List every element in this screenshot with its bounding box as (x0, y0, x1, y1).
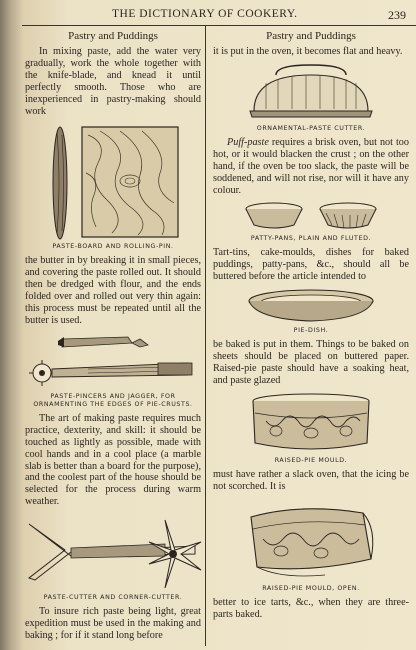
running-title: THE DICTIONARY OF COOKERY. (112, 8, 298, 20)
paste-pincers-icon (58, 337, 148, 347)
left-paragraph-3: The art of making paste requires much practice, dexterity, and skill: it should be touched as lightly as possible, made with cool hands and in a cool place (a marble slab is better than a board for the purpose), and the coolest part of the house should be selected for the process during warm weather. (25, 412, 201, 508)
right-caption-3: PIE-DISH. (293, 327, 329, 335)
right-caption-5: RAISED-PIE MOULD, OPEN. (262, 584, 360, 592)
paste-board-icon (82, 127, 178, 237)
pastry-jagger-icon (29, 360, 192, 386)
right-paragraph-1: it is put in the oven, it becomes flat and heavy. (213, 46, 403, 57)
right-paragraph-2 (213, 137, 409, 197)
rolling-pin-icon (53, 127, 67, 239)
ornamental-paste-cutter-illustration (246, 61, 376, 123)
right-section-title: Pastry and Puddings (266, 30, 356, 42)
plain-patty-pan-icon (246, 203, 302, 228)
page-number: 239 (388, 8, 406, 22)
right-column (213, 30, 409, 620)
right-caption-2: PATTY-PANS, PLAIN AND FLUTED. (250, 235, 372, 243)
paste-pincers-jagger-illustration (28, 333, 198, 391)
header-rule (22, 25, 416, 26)
puff-paste-term: Puff-paste (227, 136, 269, 148)
book-page (22, 0, 416, 650)
left-paragraph-2: the butter in by breaking it in small pieces, and covering the paste rolled out. It should then be dredged with flour, and the ends folded over and rolled out very thin again: this process must be repeated until all the butter is used. (25, 255, 201, 326)
right-paragraph-2-text: requires a brisk oven, but not too hot, or it would blacken the crust ; on the other hand, if the oven be too slack, the paste will be soddened, and will not rise, nor will it have any colour. (213, 136, 409, 196)
right-paragraph-6: better to ice tarts, &c., when they are three-parts baked. (213, 596, 409, 620)
right-paragraph-5: must have rather a slack oven, that the icing be not scorched. It is (213, 468, 409, 492)
right-caption-4: RAISED-PIE MOULD. (274, 456, 348, 464)
raised-pie-mould-illustration (246, 391, 376, 455)
right-paragraph-4: be baked is put in them. Things to be baked on sheets should be placed on buttered paper. Raised-pie paste should have a soaking heat, and paste glazed (213, 339, 409, 386)
left-section-title: Pastry and Puddings (68, 30, 158, 42)
right-caption-1: ORNAMENTAL-PASTE CUTTER. (256, 124, 366, 132)
book-gutter (0, 0, 22, 650)
paste-cutter-corner-cutter-illustration (25, 514, 203, 592)
left-caption-1: PASTE-BOARD AND ROLLING-PIN. (52, 243, 174, 251)
left-paragraph-4: To insure rich paste being light, great expedition must be used in the making and baking ; for if it stand long before (25, 606, 201, 641)
raised-pie-mould-open-illustration (241, 499, 381, 583)
fluted-patty-pan-icon (320, 203, 376, 228)
column-divider (205, 26, 206, 646)
pie-dish-illustration (246, 287, 376, 325)
paste-board-rolling-pin-illustration (38, 123, 188, 241)
left-caption-3: PASTE-CUTTER AND CORNER-CUTTER. (43, 594, 183, 602)
left-paragraph-1: In mixing paste, add the water very gradually, work the whole together with the knife-blade, and knead it until perfectly smooth. Those who are inexperienced in pastry-making should work (25, 46, 201, 117)
patty-pans-illustration (236, 199, 386, 233)
left-column (25, 30, 201, 642)
right-paragraph-3: Tart-tins, cake-moulds, dishes for baked puddings, patty-pans, &c., should all be buttered before the article intended to (213, 247, 409, 283)
left-caption-2: PASTE-PINCERS AND JAGGER, FOR ORNAMENTING THE EDGES OF PIE-CRUSTS. (33, 392, 193, 408)
